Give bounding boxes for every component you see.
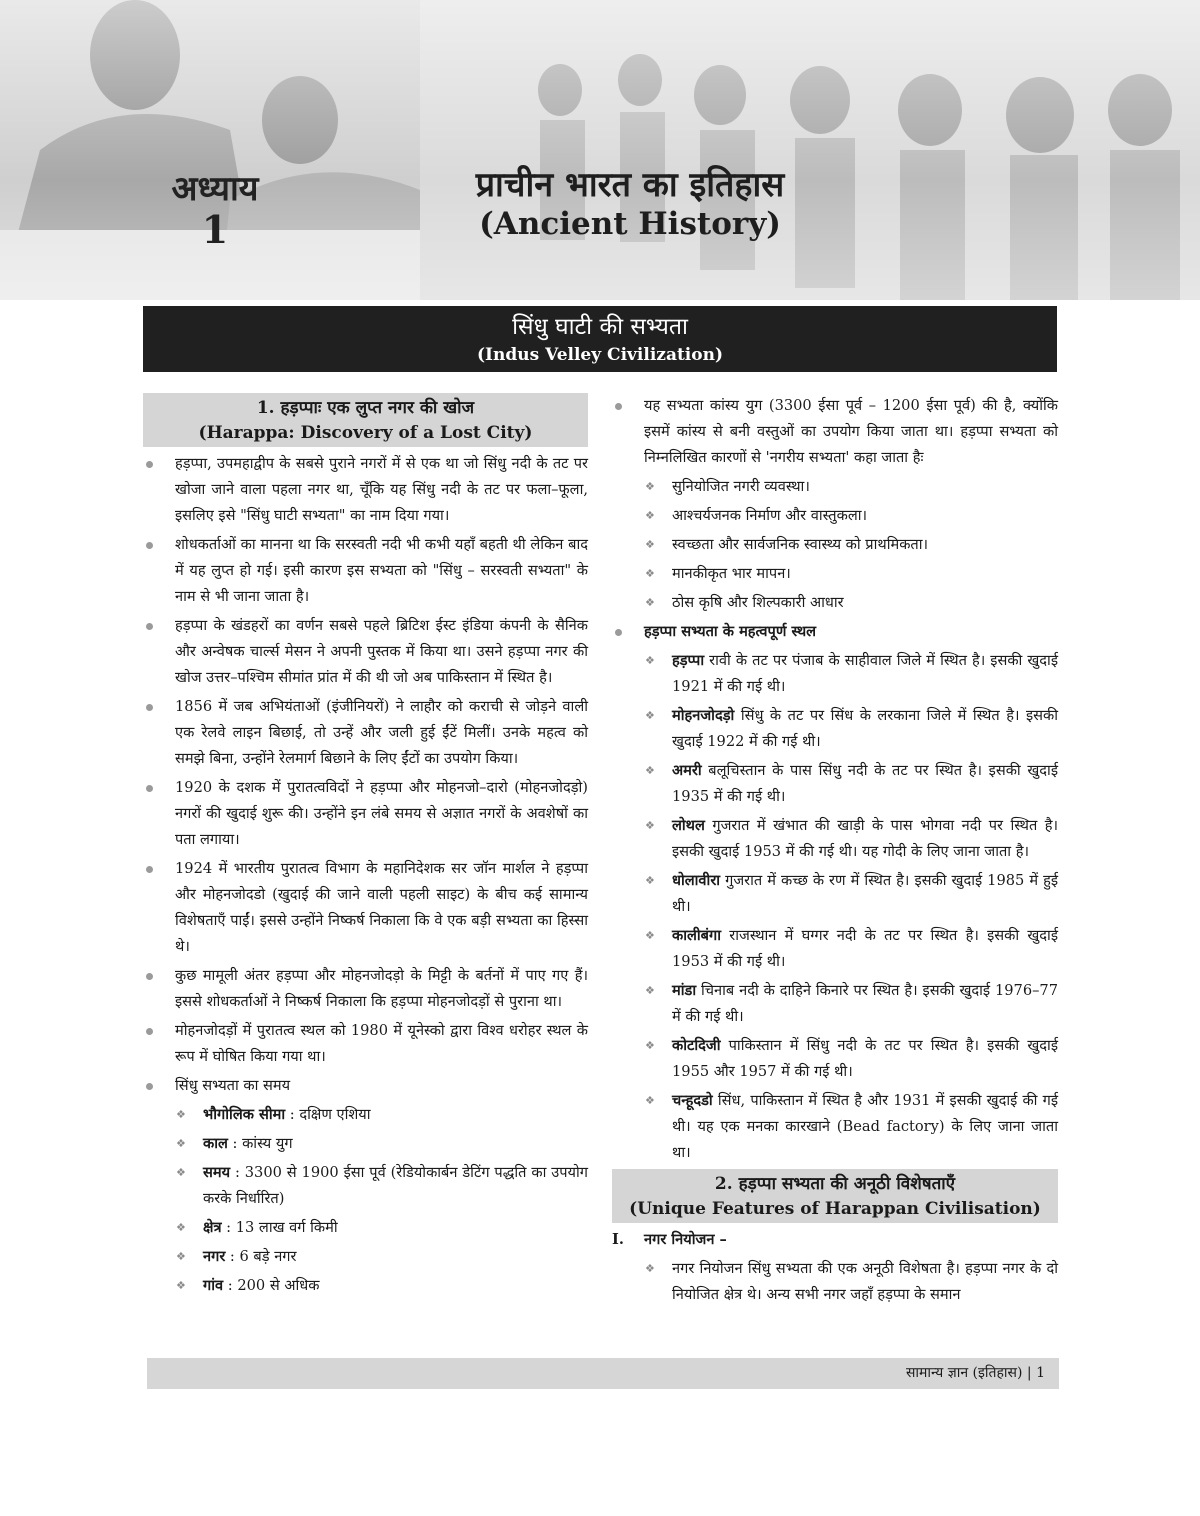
site-item xyxy=(612,703,1058,755)
site-name: धोलावीरा xyxy=(672,872,721,889)
bullet-item: सिंधु सभ्यता का समय xyxy=(143,1073,588,1099)
urban-civ-list xyxy=(612,393,1058,471)
sub-item-label: काल xyxy=(203,1135,228,1152)
sub-item xyxy=(143,1215,588,1241)
site-item xyxy=(612,1088,1058,1166)
sub-item-value: : 200 से अधिक xyxy=(223,1277,320,1294)
sub-item-value: : दक्षिण एशिया xyxy=(285,1106,371,1123)
timeline-sub-list xyxy=(143,1102,588,1299)
site-item xyxy=(612,758,1058,810)
sub-item-label: क्षेत्र xyxy=(203,1219,222,1236)
sub-item: ❖ मानकीकृत भार मापन। xyxy=(612,561,1058,587)
sub-item-value: : 6 बड़े नगर xyxy=(225,1248,297,1265)
sub-item: ❖ नगर नियोजन सिंधु सभ्यता की एक अनूठी विशेषता है। हड़प्पा नगर के दो नियोजित क्षेत्र थे। अन्य सभी नगर जहाँ हड़प्पा के समान xyxy=(612,1256,1058,1308)
sub-item: ❖ स्वच्छता और सार्वजनिक स्वास्थ्य को प्राथमिकता। xyxy=(612,532,1058,558)
town-planning-heading xyxy=(612,1227,1058,1253)
sub-item: ❖ सुनियोजित नगरी व्यवस्था। xyxy=(612,474,1058,500)
site-text: सिंधु के तट पर सिंध के लरकाना जिले में स्थित है। इसकी खुदाई 1922 में की गई थी। xyxy=(672,707,1058,750)
subheading-harappa-discovery xyxy=(143,393,588,447)
site-item xyxy=(612,978,1058,1030)
site-name: लोथल xyxy=(672,817,705,834)
site-name: मांडा xyxy=(672,982,697,999)
section-heading-hindi: सिंधु घाटी की सभ्यता xyxy=(512,314,688,340)
roman-numeral: I. xyxy=(612,1231,624,1248)
bullet-item: मोहनजोदड़ों में पुरातत्व स्थल को 1980 में यूनेस्को द्वारा विश्व धरोहर स्थल के रूप में घोषित किया गया था। xyxy=(143,1018,588,1070)
site-name: चन्हूदडो xyxy=(672,1092,713,1109)
bullet-item: 1856 में जब अभियंताओं (इंजीनियरों) ने लाहौर को कराची से जोड़ने वाली एक रेलवे लाइन बिछाई, तो उन्हें और जली हुई ईंटें मिलीं। उनके महत्व को समझे बिना, उन्होंने रेलमार्ग बिछाने के लिए ईंटों का उपयोग किया। xyxy=(143,694,588,772)
sub-item xyxy=(143,1160,588,1212)
site-name: हड़प्पा xyxy=(672,652,705,669)
subheading-english: (Harappa: Discovery of a Lost City) xyxy=(198,423,533,443)
subheading-unique-features xyxy=(612,1169,1058,1223)
site-text: गुजरात में कच्छ के रण में स्थित है। इसकी खुदाई 1985 में हुई थी। xyxy=(672,872,1058,915)
footer-text: सामान्य ज्ञान (इतिहास) | 1 xyxy=(905,1365,1045,1381)
site-item xyxy=(612,648,1058,700)
site-text: सिंध, पाकिस्तान में स्थित है और 1931 में इसकी खुदाई की गई थी। यह एक मनका कारखाने (Bead factory) के लिए जाना जाता था। xyxy=(672,1092,1058,1161)
bullet-item: कुछ मामूली अंतर हड़प्पा और मोहनजोदड़ो के मिट्टी के बर्तनों में पाए गए हैं। इससे शोधकर्ताओं ने निष्कर्ष निकाला कि हड़प्पा मोहनजोदड़ों से पुराना था। xyxy=(143,963,588,1015)
subheading-hindi: 1. हड़प्पाः एक लुप्त नगर की खोज xyxy=(256,398,475,418)
site-text: पाकिस्तान में सिंधु नदी के तट पर स्थित है। इसकी खुदाई 1955 और 1957 में की गई थी। xyxy=(672,1037,1058,1080)
subheading-hindi: 2. हड़प्पा सभ्यता की अनूठी विशेषताएँ xyxy=(714,1174,956,1194)
bullet-item: हड़प्पा, उपमहाद्वीप के सबसे पुराने नगरों में से एक था जो सिंधु नदी के तट पर खोजा जाने वाला पहला नगर था, चूँकि यह सिंधु नदी के तट पर फला–फूला, इसलिए इसे "सिंधु घाटी सभ्यता" का नाम दिया गया। xyxy=(143,451,588,529)
sub-item xyxy=(143,1244,588,1270)
site-item xyxy=(612,813,1058,865)
chapter-title-hindi: प्राचीन भारत का इतिहास xyxy=(475,165,785,205)
sub-item-label: नगर xyxy=(203,1248,226,1265)
sub-item-label: समय xyxy=(203,1164,231,1181)
sub-item: ❖ आश्चर्यजनक निर्माण और वास्तुकला। xyxy=(612,503,1058,529)
sub-item xyxy=(143,1102,588,1128)
sub-item xyxy=(143,1131,588,1157)
header-banner xyxy=(0,0,1200,300)
site-text: चिनाब नदी के दाहिने किनारे पर स्थित है। इसकी खुदाई 1976–77 में की गई थी। xyxy=(672,982,1058,1025)
site-name: कालीबंगा xyxy=(672,927,721,944)
bullet-item: 1920 के दशक में पुरातत्वविदों ने हड़प्पा और मोहनजो–दारो (मोहनजोदड़ो) नगरों की खुदाई शुरू की। उन्होंने इन लंबे समय से अज्ञात नगरों के अवशेषों का पता लगाया। xyxy=(143,775,588,853)
sites-heading: हड़प्पा सभ्यता के महत्वपूर्ण स्थल xyxy=(612,619,1058,645)
chapter-title-english: (Ancient History) xyxy=(479,206,781,242)
site-item xyxy=(612,923,1058,975)
site-text: राजस्थान में घग्गर नदी के तट पर स्थित है। इसकी खुदाई 1953 में की गई थी। xyxy=(672,927,1058,970)
section-heading-bar xyxy=(143,306,1057,372)
site-name: कोटदिजी xyxy=(672,1037,721,1054)
site-name: अमरी xyxy=(672,762,702,779)
site-text: रावी के तट पर पंजाब के साहीवाल जिले में स्थित है। इसकी खुदाई 1921 में की गई थी। xyxy=(672,652,1058,695)
site-item xyxy=(612,1033,1058,1085)
sub-item-value: : 13 लाख वर्ग किमी xyxy=(221,1219,338,1236)
sub-item: ❖ ठोस कृषि और शिल्पकारी आधार xyxy=(612,590,1058,616)
sub-item-value: : 3300 से 1900 ईसा पूर्व (रेडियोकार्बन डेटिंग पद्धति का उपयोग करके निर्धारित) xyxy=(203,1164,588,1207)
site-text: बलूचिस्तान के पास सिंधु नदी के तट पर स्थित है। इसकी खुदाई 1935 में की गई थी। xyxy=(672,762,1058,805)
planning-sub-list xyxy=(612,1256,1058,1308)
sub-item xyxy=(143,1273,588,1299)
banner-photo-illustration xyxy=(0,0,1200,300)
site-name: मोहनजोदड़ो xyxy=(672,707,735,724)
right-column xyxy=(612,393,1058,1311)
sub-item-label: गांव xyxy=(203,1277,224,1294)
site-item xyxy=(612,868,1058,920)
sites-list xyxy=(612,619,1058,1166)
sub-item-label: भौगोलिक सीमा xyxy=(203,1106,286,1123)
chapter-title xyxy=(430,165,830,243)
chapter-word: अध्याय xyxy=(171,169,259,209)
section-heading-english: (Indus Velley Civilization) xyxy=(476,345,724,365)
left-column xyxy=(143,393,588,1302)
chapter-label xyxy=(160,170,270,252)
sub-item-value: : कांस्य युग xyxy=(227,1135,293,1152)
bullet-item: 1924 में भारतीय पुरातत्व विभाग के महानिदेशक सर जॉन मार्शल ने हड़प्पा और मोहनजोदडो (खुदाई की जाने वाली पहली साइट) के बीच कई सामान्य विशेषताएँ पाईं। इससे उन्होंने निष्कर्ष निकाला कि वे एक बड़ी सभ्यता का हिस्सा थे। xyxy=(143,856,588,960)
subheading-english: (Unique Features of Harappan Civilisation) xyxy=(629,1199,1041,1219)
bullet-item: शोधकर्ताओं का मानना था कि सरस्वती नदी भी कभी यहाँ बहती थी लेकिन बाद में यह लुप्त हो गई। इसी कारण इस सभ्यता को "सिंधु – सरस्वती सभ्यता" के नाम से भी जाना जाता है। xyxy=(143,532,588,610)
bullet-item: यह सभ्यता कांस्य युग (3300 ईसा पूर्व – 1200 ईसा पूर्व) की है, क्योंकि इसमें कांस्य से बनी वस्तुओं का उपयोग किया जाता था। हड़प्पा सभ्यता को निम्नलिखित कारणों से 'नगरीय सभ्यता' कहा जाता हैः xyxy=(612,393,1058,471)
bullet-item: हड़प्पा के खंडहरों का वर्णन सबसे पहले ब्रिटिश ईस्ट इंडिया कंपनी के सैनिक और अन्वेषक चार्ल्स मेसन ने अपनी पुस्तक में किया था। उसने हड़प्पा नगर की खोज उत्तर–पश्चिम सीमांत प्रांत में की थी जो अब पाकिस्तान में स्थित है। xyxy=(143,613,588,691)
roman-label: नगर नियोजन – xyxy=(644,1231,727,1248)
reasons-sub-list xyxy=(612,474,1058,616)
chapter-number: 1 xyxy=(201,207,229,252)
site-text: गुजरात में खंभात की खाड़ी के पास भोगवा नदी पर स्थित है। इसकी खुदाई 1953 में की गई थी। यह गोदी के लिए जाना जाता है। xyxy=(672,817,1058,860)
discovery-bullet-list xyxy=(143,451,588,1099)
page-footer xyxy=(147,1358,1059,1389)
